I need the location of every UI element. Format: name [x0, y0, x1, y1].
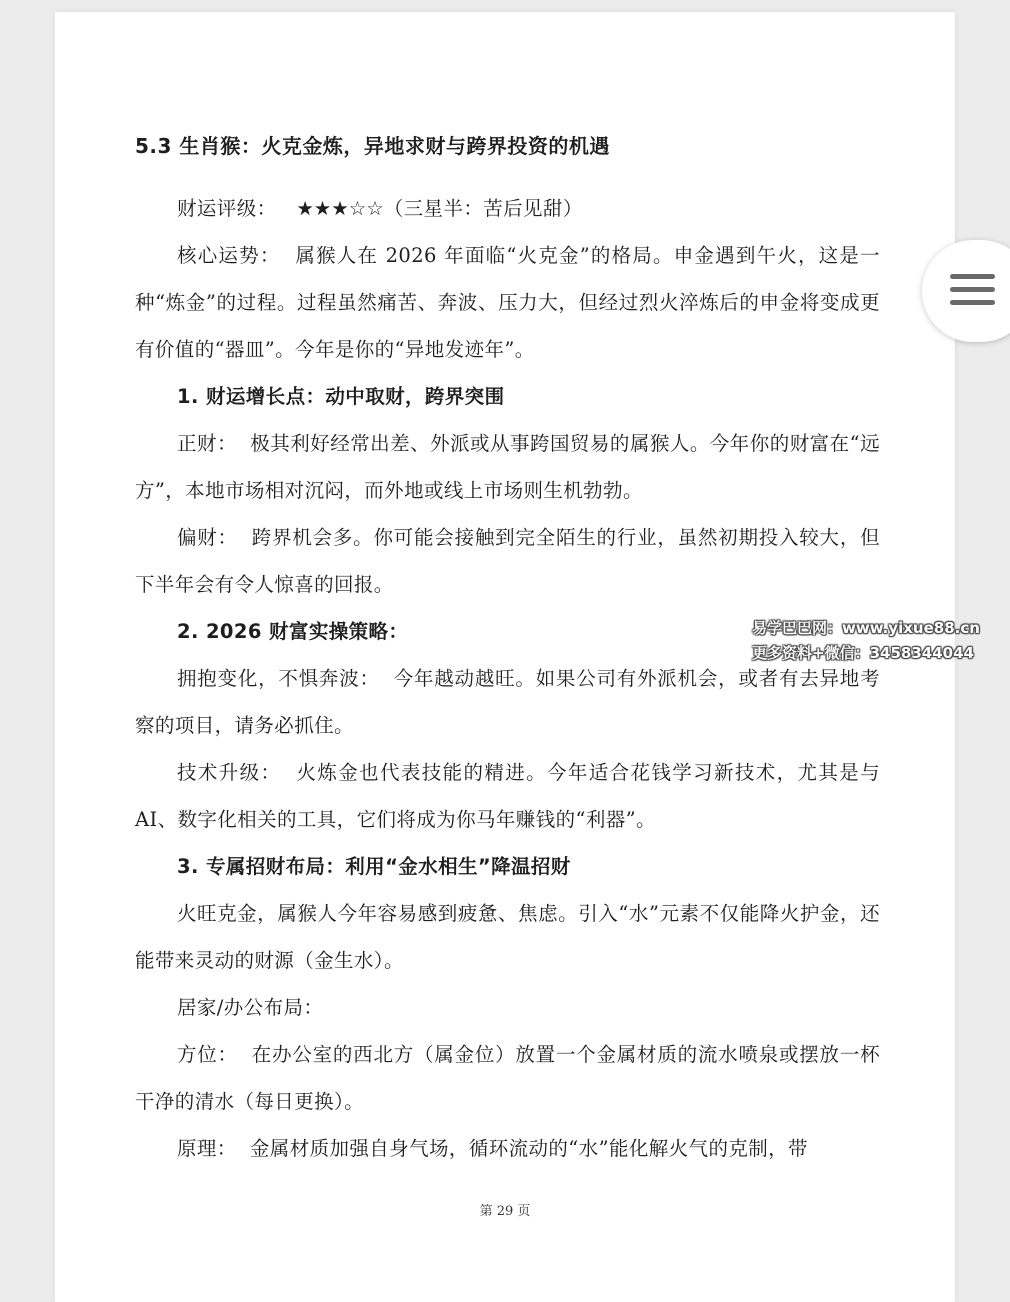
piancai-text: 跨界机会多。你可能会接触到完全陌生的行业，虽然初期投入较大，但下半年会有令人惊喜的回报。 [135, 526, 881, 596]
core-label: 核心运势： [177, 244, 281, 267]
principle-label: 原理： [177, 1137, 237, 1160]
rating-line [135, 185, 880, 232]
strategy-item-2-label: 技术升级： [177, 761, 282, 784]
position-paragraph [135, 1031, 880, 1125]
piancai-label: 偏财： [177, 526, 238, 549]
principle-text: 金属材质加强自身气场，循环流动的“水”能化解火气的克制，带 [249, 1137, 808, 1160]
zhengcai-text: 极其利好经常出差、外派或从事跨国贸易的属猴人。今年你的财富在“远方”，本地市场相对沉闷，而外地或线上市场则生机勃勃。 [135, 432, 880, 502]
page-number: 第 29 页 [479, 1204, 531, 1219]
layout-intro-paragraph: 火旺克金，属猴人今年容易感到疲惫、焦虑。引入“水”元素不仅能降火护金，还能带来灵动的财源（金生水）。 [135, 902, 880, 972]
principle-paragraph [135, 1125, 880, 1172]
position-label: 方位： [177, 1043, 238, 1066]
watermark-line-1: 易学巴巴网：www.yixue88.cn [752, 619, 980, 637]
watermark-line-2: 更多资料+微信：3458344044 [752, 644, 974, 662]
rating-note: （三星半：苦后见甜） [383, 197, 583, 220]
zhengcai-label: 正财： [177, 432, 237, 455]
strategy-item-1-label: 拥抱变化，不惧奔波： [177, 667, 380, 690]
layout-label: 居家/办公布局： [177, 996, 324, 1019]
piancai-paragraph [135, 514, 880, 608]
strategy-item-2-text: 火炼金也代表技能的精进。今年适合花钱学习新技术，尤其是与 AI、数字化相关的工具，它们将成为你马年赚钱的“利器”。 [135, 761, 880, 831]
section-heading: 5.3 生肖猴：火克金炼，异地求财与跨界投资的机遇 [135, 134, 610, 158]
strategy-item-2 [135, 749, 880, 843]
position-text: 在办公室的西北方（属金位）放置一个金属材质的流水喷泉或摆放一杯干净的清水（每日更换）。 [135, 1043, 881, 1113]
zhengcai-paragraph [135, 420, 880, 514]
core-paragraph [135, 232, 880, 373]
watermark [752, 616, 980, 666]
rating-label: 财运评级： [177, 197, 277, 220]
rating-stars: ★★★☆☆ [296, 197, 384, 220]
hamburger-menu-icon [950, 274, 995, 313]
core-text: 属猴人在 2026 年面临“火克金”的格局。申金遇到午火，这是一种“炼金”的过程。过程虽然痛苦、奔波、压力大，但经过烈火淬炼后的申金将变成更有价值的“器皿”。今年是你的“异地发迹年”。 [135, 244, 880, 361]
strategy-item-1 [135, 655, 880, 749]
subheading-2: 2. 2026 财富实操策略： [177, 620, 409, 643]
subheading-3: 3. 专属招财布局：利用“金水相生”降温招财 [177, 855, 571, 878]
subheading-1: 1. 财运增长点：动中取财，跨界突围 [177, 385, 505, 408]
strategy-item-1-text: 今年越动越旺。如果公司有外派机会，或者有去异地考察的项目，请务必抓住。 [135, 667, 880, 737]
